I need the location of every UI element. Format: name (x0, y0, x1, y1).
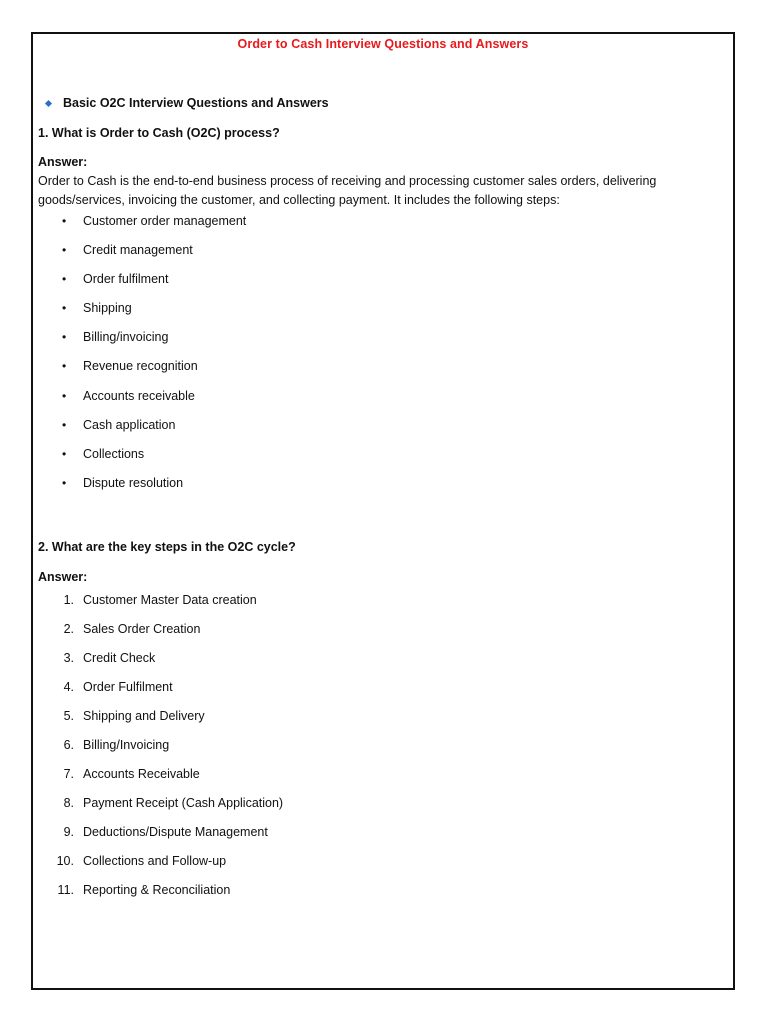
bullet-icon: • (62, 359, 67, 373)
bullet-icon: • (62, 418, 67, 432)
list-item-text: Customer Master Data creation (83, 593, 257, 607)
section-heading-text: Basic O2C Interview Questions and Answers (63, 96, 329, 110)
list-number: 1. (63, 593, 74, 607)
list-item-text: Billing/Invoicing (83, 738, 170, 752)
list-item-text: Dispute resolution (83, 476, 184, 490)
list-item-text: Revenue recognition (83, 359, 198, 373)
answer-1-text (38, 172, 698, 210)
list-item-text: Deductions/Dispute Management (83, 825, 268, 839)
bullet-icon: • (62, 447, 67, 461)
list-number: 4. (63, 680, 74, 694)
answer-2-label: Answer: (38, 570, 88, 584)
list-item-text: Accounts receivable (83, 389, 195, 403)
list-item-text: Shipping (83, 301, 132, 315)
list-item-text: Credit Check (83, 651, 156, 665)
question-2: 2. What are the key steps in the O2C cycle? (38, 540, 296, 554)
list-item-text: Customer order management (83, 214, 247, 228)
list-number: 7. (63, 767, 74, 781)
bullet-icon: • (62, 330, 67, 344)
list-item-text: Billing/invoicing (83, 330, 169, 344)
document-title: Order to Cash Interview Questions and Answers (237, 37, 529, 51)
list-item-text: Accounts Receivable (83, 767, 200, 781)
question-1: 1. What is Order to Cash (O2C) process? (38, 126, 280, 140)
answer-1-line-1: Order to Cash is the end-to-end business process of receiving and processing customer sales orders, delivering (38, 174, 657, 188)
list-item-text: Reporting & Reconciliation (83, 883, 231, 897)
list-item-text: Collections and Follow-up (83, 854, 227, 868)
section-heading (45, 96, 329, 110)
list-number: 2. (63, 622, 74, 636)
bullet-icon: • (62, 272, 67, 286)
document-page (31, 32, 735, 990)
list-number: 3. (63, 651, 74, 665)
list-item-text: Payment Receipt (Cash Application) (83, 796, 284, 810)
bullet-icon: • (62, 301, 67, 315)
list-number: 8. (63, 796, 74, 810)
bullet-icon: • (62, 243, 67, 257)
list-item-text: Collections (83, 447, 145, 461)
list-number: 11. (57, 883, 74, 897)
list-item-text: Sales Order Creation (83, 622, 201, 636)
diamond-bullet-icon (45, 99, 52, 106)
answer-1-label: Answer: (38, 155, 88, 169)
answer-1-line-2: goods/services, invoicing the customer, and collecting payment. It includes the following steps: (38, 193, 560, 207)
bullet-icon: • (62, 476, 67, 490)
list-number: 5. (63, 709, 74, 723)
list-item-text: Order Fulfilment (83, 680, 173, 694)
list-item-text: Cash application (83, 418, 176, 432)
list-number: 10. (56, 854, 74, 868)
list-item-text: Shipping and Delivery (83, 709, 205, 723)
list-item-text: Order fulfilment (83, 272, 169, 286)
list-number: 6. (63, 738, 74, 752)
bullet-icon: • (62, 214, 67, 228)
list-number: 9. (63, 825, 74, 839)
bullet-icon: • (62, 389, 67, 403)
list-item-text: Credit management (83, 243, 193, 257)
